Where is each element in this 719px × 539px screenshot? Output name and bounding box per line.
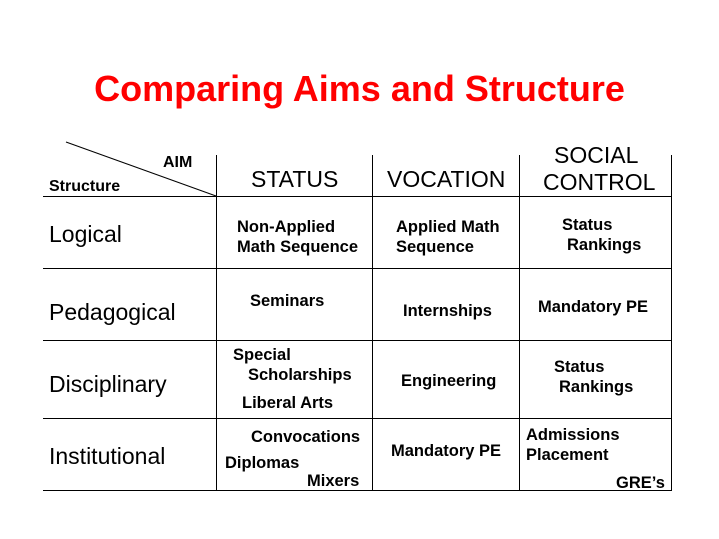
structure-label: Structure [49,178,121,195]
cell-disciplinary-status-line3: Liberal Arts [242,394,334,412]
cell-logical-status-line2: Math Sequence [237,238,359,256]
cell-institutional-social-line1: Admissions [526,426,620,444]
row-header-pedagogical: Pedagogical [49,299,176,325]
row-divider-3 [43,340,672,341]
cell-logical-status-line1: Non-Applied [237,218,336,236]
cell-institutional-social-line2: Placement [526,446,609,464]
row-header-disciplinary: Disciplinary [49,371,167,397]
col-divider-3 [519,155,520,491]
cell-disciplinary-vocation: Engineering [401,372,497,390]
slide-title: Comparing Aims and Structure [94,68,625,109]
aim-label: AIM [163,154,193,171]
col-divider-4 [671,155,672,491]
cell-disciplinary-social-line2: Rankings [559,378,634,396]
cell-logical-social-line1: Status [562,216,613,234]
row-divider-4 [43,418,672,419]
cell-institutional-vocation: Mandatory PE [391,442,502,460]
cell-institutional-social-line3: GRE’s [616,474,665,492]
cell-institutional-status-line3: Mixers [307,472,360,490]
column-header-status: STATUS [251,166,339,192]
cell-logical-social-line2: Rankings [567,236,642,254]
row-divider-1 [43,196,672,197]
col-divider-2 [372,155,373,491]
cell-pedagogical-vocation: Internships [403,302,492,320]
cell-disciplinary-social-line1: Status [554,358,605,376]
cell-logical-vocation-line2: Sequence [396,238,474,256]
cell-disciplinary-status-line1: Special [233,346,291,364]
row-header-logical: Logical [49,221,122,247]
cell-disciplinary-status-line2: Scholarships [248,366,352,384]
cell-pedagogical-social: Mandatory PE [538,298,649,316]
column-header-vocation: VOCATION [387,166,506,192]
column-header-control: CONTROL [543,169,656,195]
cell-pedagogical-status: Seminars [250,292,325,310]
row-header-institutional: Institutional [49,443,166,469]
cell-logical-vocation-line1: Applied Math [396,218,500,236]
col-divider-1 [216,155,217,491]
cell-institutional-status-line1: Convocations [251,428,361,446]
column-header-social: SOCIAL [554,142,639,168]
cell-institutional-status-line2: Diplomas [225,454,300,472]
row-divider-2 [43,268,672,269]
